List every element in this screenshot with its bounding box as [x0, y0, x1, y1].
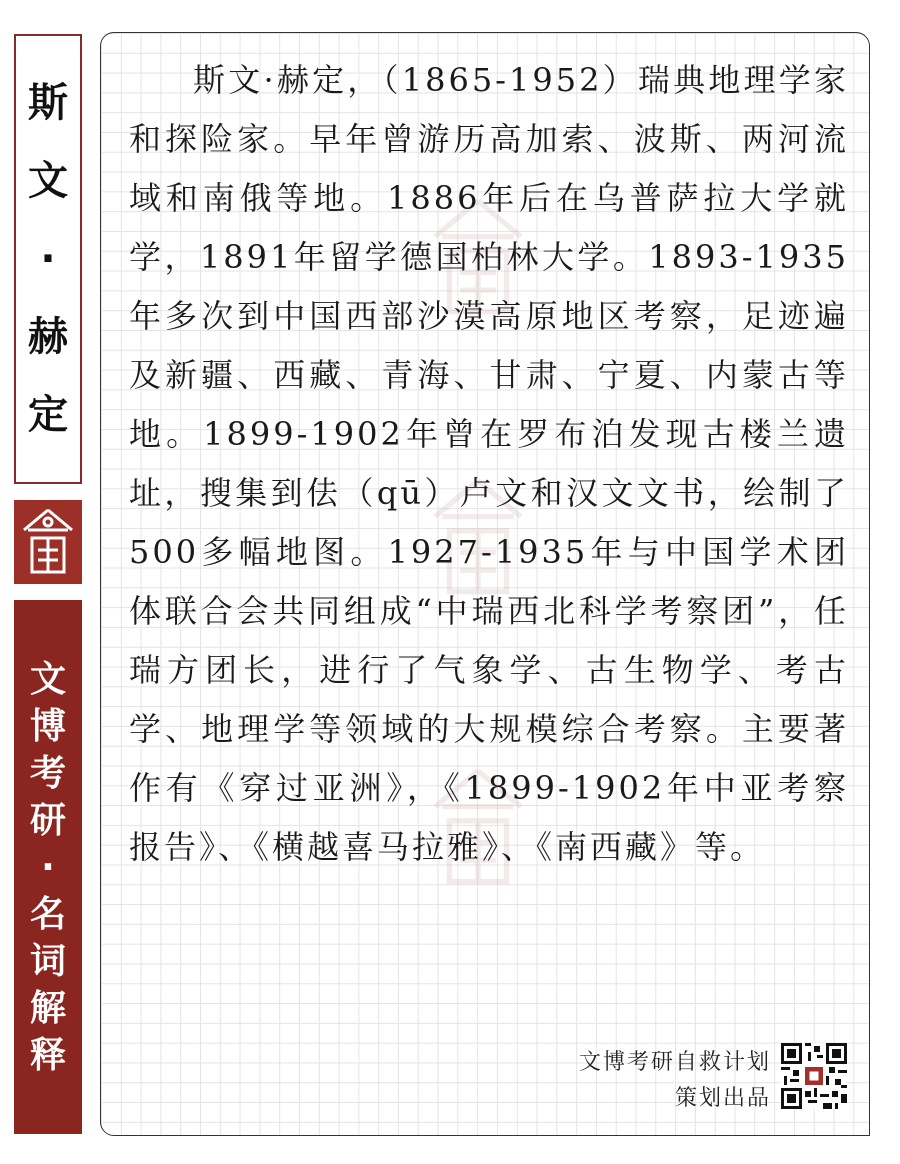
entry-panel [100, 32, 870, 1136]
credit-line-1: 文博考研自救计划 [578, 1050, 771, 1075]
term-char: 定 [28, 392, 68, 438]
banner-char: 释 [29, 1034, 66, 1076]
seal-emblem-icon [14, 500, 82, 584]
banner-char: 考 [29, 752, 66, 794]
term-char: 斯 [28, 80, 68, 126]
banner-char: · [41, 846, 55, 888]
banner-char: 解 [29, 987, 66, 1029]
banner-char: 词 [29, 940, 66, 982]
banner-char: 文 [29, 658, 66, 700]
term-char: 文 [28, 158, 68, 204]
qr-code-icon[interactable] [781, 1043, 847, 1109]
series-banner [14, 600, 82, 1134]
banner-char: 博 [29, 705, 66, 747]
term-char: 赫 [28, 314, 68, 360]
entry-body-text: 斯文·赫定，（1865-1952）瑞典地理学家和探险家。早年曾游历高加索、波斯、两河流域和南俄等地。1886年后在乌普萨拉大学就学，1891年留学德国柏林大学。1893-1935年多次到中国西部沙漠高原地区考察，足迹遍及新疆、西藏、青海、甘肃、宁夏、内蒙古等地。1899-1902年曾在罗布泊发现古楼兰遗址，搜集到佉（qū）卢文和汉文文书，绘制了500多幅地图。1927-1935年与中国学术团体联合会共同组成“中瑞西北科学考察团”，任瑞方团长，进行了气象学、古生物学、考古学、地理学等领域的大规模综合考察。主要著作有《穿过亚洲》，《1899-1902年中亚考察报告》、《横越喜马拉雅》、《南西藏》等。 [129, 61, 849, 866]
credit-line-2: 策划出品 [674, 1086, 771, 1111]
banner-char: 研 [29, 799, 66, 841]
term-title-box [14, 34, 82, 484]
term-char: · [40, 236, 56, 282]
banner-char: 名 [29, 893, 66, 935]
